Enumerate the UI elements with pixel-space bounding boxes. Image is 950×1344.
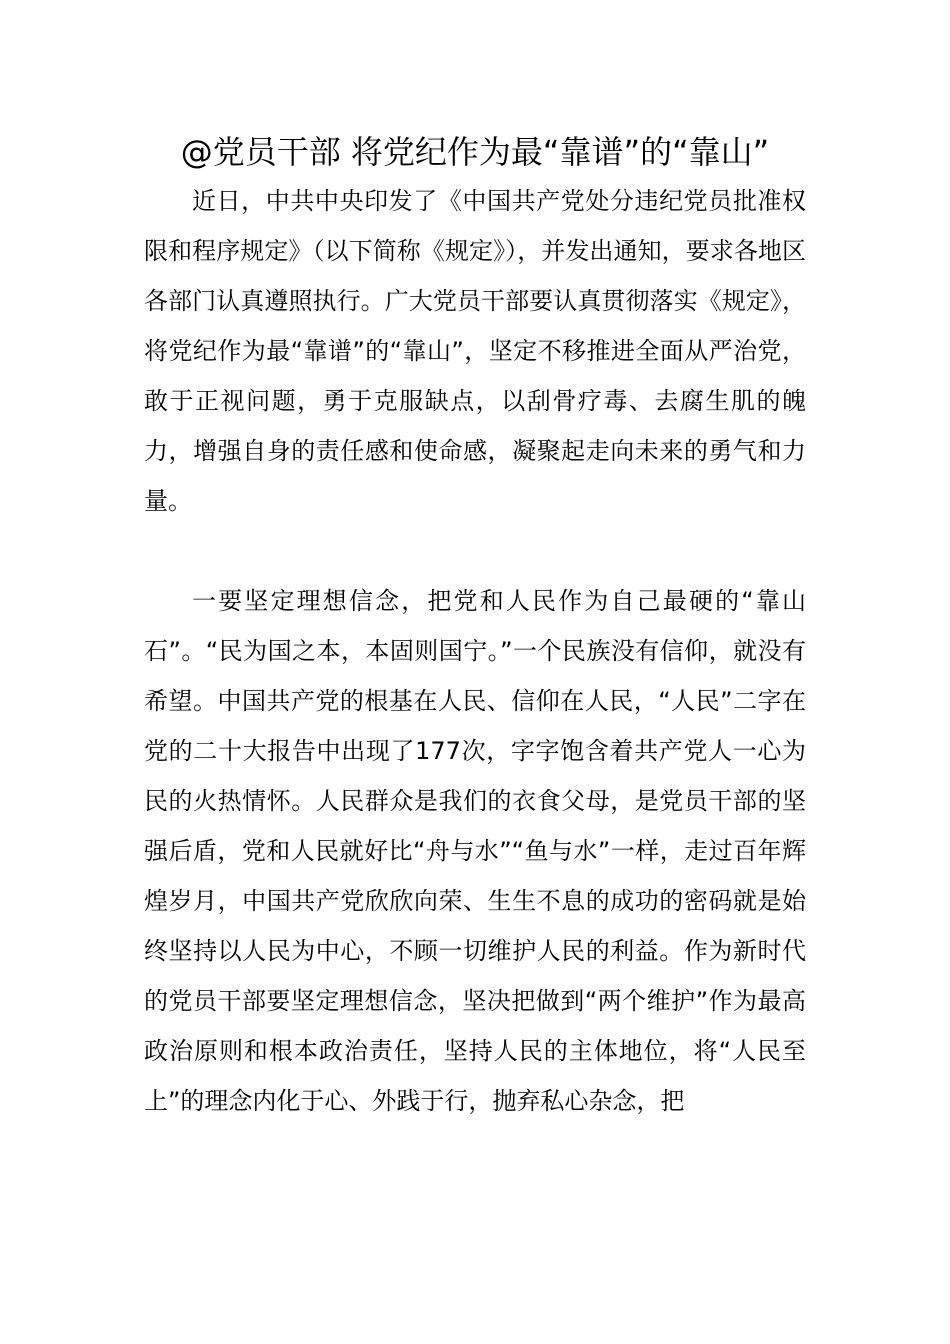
paragraph-ideals: 一要坚定理想信念，把党和人民作为自己最硬的“靠山石”。“民为国之本，本固则国宁。”一个民族没有信仰，就没有希望。中国共产党的根基在人民、信仰在人民，“人民”二字在党的二十大报告中出现了177次，字字饱含着共产党人一心为民的火热情怀。人民群众是我们的衣食父母，是党员干部的坚强后盾，党和人民就好比“舟与水”“鱼与水”一样，走过百年辉煌岁月，中国共产党欣欣向荣、生生不息的成功的密码就是始终坚持以人民为中心，不顾一切维护人民的利益。作为新时代的党员干部要坚定理想信念，坚决把做到“两个维护”作为最高政治原则和根本政治责任，坚持人民的主体地位，将“人民至上”的理念内化于心、外践于行，抛弃私心杂念，把 bbox=[144, 587, 806, 1115]
paragraph-spacer bbox=[144, 526, 806, 576]
document-title: @党员干部 将党纪作为最“靠谱”的“靠山” bbox=[180, 133, 770, 171]
paragraph-intro: 近日，中共中央印发了《中国共产党处分违纪党员批准权限和程序规定》（以下简称《规定》），并发出通知，要求各地区各部门认真遵照执行。广大党员干部要认真贯彻落实《规定》，将党纪作为最“靠谱”的“靠山”，坚定不移推进全面从严治党，敢于正视问题，勇于克服缺点，以刮骨疗毒、去腐生肌的魄力，增强自身的责任感和使命感，凝聚起走向未来的勇气和力量。 bbox=[144, 187, 806, 515]
document-page bbox=[144, 128, 806, 1126]
